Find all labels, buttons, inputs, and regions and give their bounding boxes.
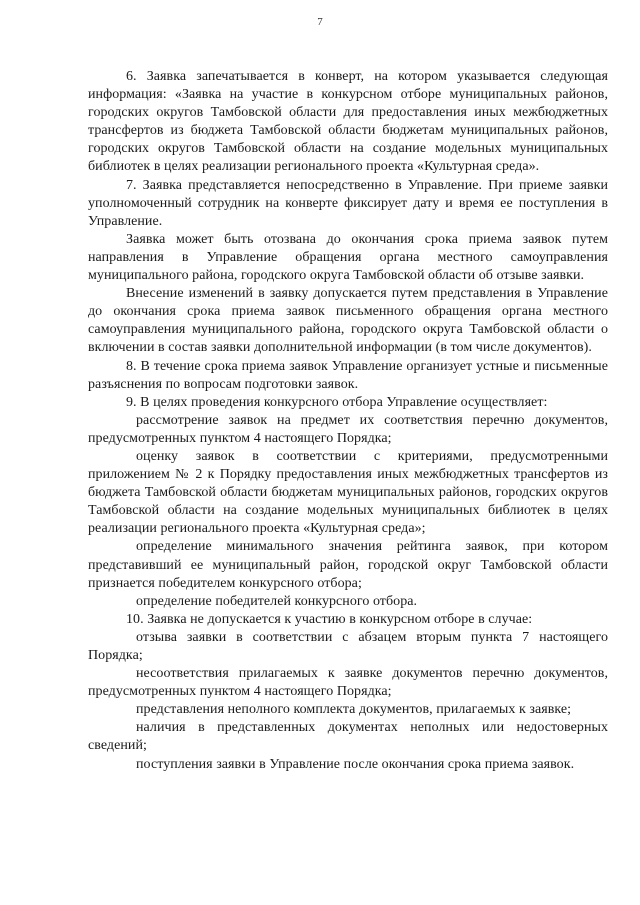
body-paragraph: 8. В течение срока приема заявок Управление организует устные и письменные разъяснения по вопросам подготовки заявок.	[88, 358, 608, 392]
body-paragraph: 9. В целях проведения конкурсного отбора Управление осуществляет:	[126, 394, 548, 410]
list-item-paragraph: определение минимального значения рейтинга заявок, при котором представивший ее муниципальный район, городской округ Тамбовской области признается победителем конкурсного отбора;	[88, 539, 608, 591]
list-item-paragraph: определение победителей конкурсного отбора.	[136, 593, 418, 609]
list-item-paragraph: наличия в представленных документах неполных или недостоверных сведений;	[88, 720, 608, 754]
body-paragraph: 7. Заявка представляется непосредственно в Управление. При приеме заявки уполномоченный сотрудник на конверте фиксирует дату и время ее поступления в Управление.	[88, 177, 608, 229]
list-item-paragraph: отзыва заявки в соответствии с абзацем вторым пункта 7 настоящего Порядка;	[88, 629, 608, 663]
document-body	[88, 68, 608, 774]
body-paragraph: Заявка может быть отозвана до окончания срока приема заявок путем направления в Управление обращения органа местного самоуправления муниципального района, городского округа Тамбовской области об отзыве заявки.	[88, 231, 608, 284]
body-paragraph: 6. Заявка запечатывается в конверт, на котором указывается следующая информация: «Заявка на участие в конкурсном отборе муниципальных районов, городских округов Тамбовской области для предоставления иных межбюджетных трансфертов из бюджета Тамбовской области бюджетам муниципальных районов, городских округов Тамбовской области на создание модельных муниципальных библиотек в целях реализации регионального проекта «Культурная среда».	[88, 69, 608, 175]
list-item-paragraph: поступления заявки в Управление после окончания срока приема заявок.	[136, 756, 575, 772]
list-item-paragraph: представления неполного комплекта документов, прилагаемых к заявке;	[136, 702, 572, 718]
body-paragraph: Внесение изменений в заявку допускается путем представления в Управление до окончания срока приема заявок письменного обращения органа местного самоуправления муниципального района, городского округа Тамбовской области о включении в состав заявки дополнительной информации (в том числе документов).	[88, 286, 608, 356]
list-item-paragraph: рассмотрение заявок на предмет их соответствия перечню документов, предусмотренных пунктом 4 настоящего Порядка;	[88, 412, 608, 446]
list-item-paragraph: оценку заявок в соответствии с критериями, предусмотренными приложением № 2 к Порядку предоставления иных межбюджетных трансфертов из бюджета Тамбовской области бюджетам муниципальных районов, городских округов Тамбовской области на создание модельных муниципальных библиотек в целях реализации регионального проекта «Культурная среда»;	[88, 448, 608, 537]
list-item-paragraph: несоответствия прилагаемых к заявке документов перечню документов, предусмотренных пунктом 4 настоящего Порядка;	[88, 666, 608, 700]
page-number: 7	[317, 16, 323, 28]
body-paragraph: 10. Заявка не допускается к участию в конкурсном отборе в случае:	[126, 611, 533, 627]
